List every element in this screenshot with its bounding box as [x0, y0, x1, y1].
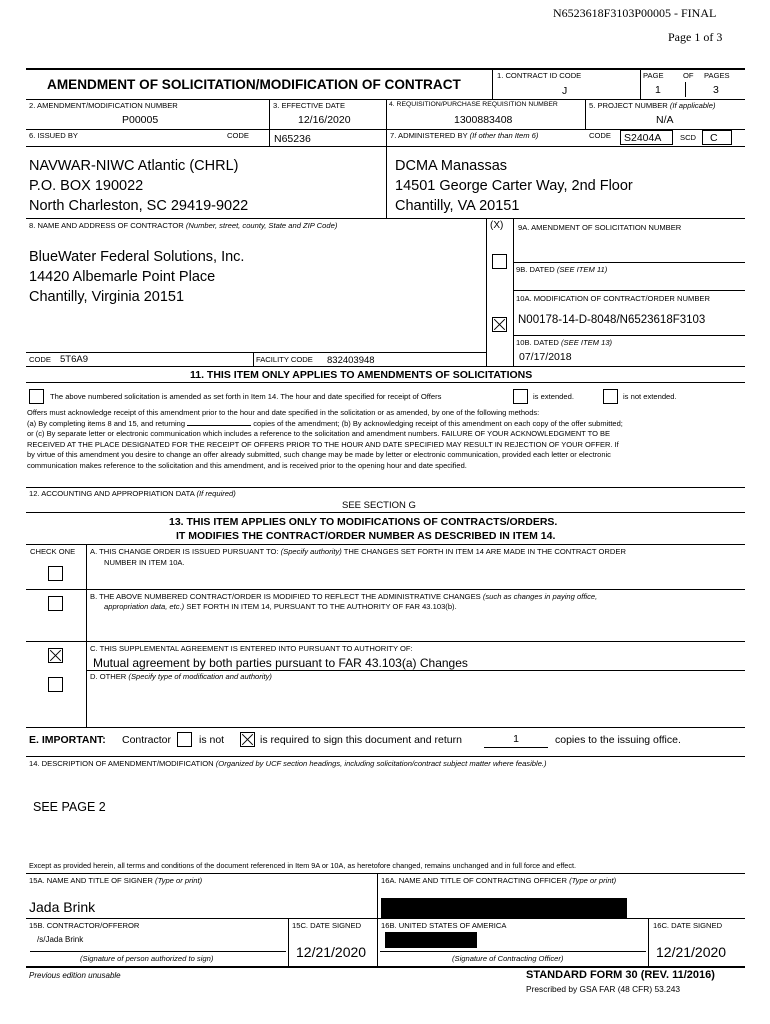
item10a-label: 10A. MODIFICATION OF CONTRACT/ORDER NUMBER [516, 294, 710, 303]
contractor-line-3: Chantilly, Virginia 20151 [29, 289, 185, 305]
of-label: OF [683, 71, 694, 80]
accounting-value: SEE SECTION G [342, 500, 416, 511]
amendment-number: P00005 [122, 114, 159, 126]
item15b-signature: /s/Jada Brink [37, 935, 84, 944]
section13-heading-2: IT MODIFIES THE CONTRACT/ORDER NUMBER AS DESCRIBED IN ITEM 14. [176, 530, 556, 542]
option-b-label: B. THE ABOVE NUMBERED CONTRACT/ORDER IS MODIFIED TO REFLECT THE ADMINISTRATIVE CHANGES (such as changes in paying office, [90, 592, 598, 601]
item16b-caption: (Signature of Contracting Officer) [452, 954, 564, 963]
description-value: SEE PAGE 2 [33, 800, 106, 814]
administered-by-label: 7. ADMINISTERED BY (If other than Item 6) [390, 131, 539, 140]
item15b-caption: (Signature of person authorized to sign) [80, 954, 214, 963]
item10a-checkbox[interactable] [492, 317, 507, 332]
is-extended-label: is extended. [533, 392, 574, 401]
option-c-label: C. THIS SUPPLEMENTAL AGREEMENT IS ENTERED INTO PURSUANT TO AUTHORITY OF: [90, 644, 413, 653]
option-b-checkbox[interactable] [48, 596, 63, 611]
description-label: 14. DESCRIPTION OF AMENDMENT/MODIFICATION (Organized by UCF section headings, including solicitation/contract subject matter where feasible.) [29, 759, 547, 768]
is-extended-checkbox[interactable] [513, 389, 528, 404]
item15a-label: 15A. NAME AND TITLE OF SIGNER (Type or print) [29, 876, 203, 885]
admin-line-3: Chantilly, VA 20151 [395, 198, 520, 214]
redacted-officer-signature [385, 932, 477, 948]
issued-code-label: CODE [227, 131, 249, 140]
item10b-value: 07/17/2018 [519, 351, 572, 363]
option-d-label: D. OTHER (Specify type of modification and authority) [90, 672, 272, 681]
page-label: PAGE [643, 71, 664, 80]
issuer-line-2: P.O. BOX 190022 [29, 178, 144, 194]
section13-heading-1: 13. THIS ITEM APPLIES ONLY TO MODIFICATIONS OF CONTRACTS/ORDERS. [169, 516, 558, 528]
effective-date-label: 3. EFFECTIVE DATE [273, 101, 346, 110]
option-a-checkbox[interactable] [48, 566, 63, 581]
important-label: E. IMPORTANT: [29, 734, 106, 746]
item16b-label: 16B. UNITED STATES OF AMERICA [381, 921, 507, 930]
effective-date: 12/16/2020 [298, 114, 351, 126]
item9a-label: 9A. AMENDMENT OF SOLICITATION NUMBER [518, 223, 682, 232]
redacted-officer-name [381, 898, 627, 918]
check-one-label: CHECK ONE [30, 547, 76, 556]
admin-code-label: CODE [589, 131, 611, 140]
issued-by-label: 6. ISSUED BY [29, 131, 78, 140]
section11-p6: communication makes reference to the solicitation and this amendment, and is received prior to the opening hour and date specified. [27, 460, 467, 470]
prescribed-by: Prescribed by GSA FAR (48 CFR) 53.243 [526, 984, 681, 994]
scd-label: SCD [680, 133, 697, 142]
previous-edition-note: Previous edition unusable [29, 971, 121, 980]
is-not-extended-checkbox[interactable] [603, 389, 618, 404]
solicitation-amended-checkbox[interactable] [29, 389, 44, 404]
signer-name: Jada Brink [29, 899, 96, 915]
section11-p3: or (c) By separate letter or electronic communication which includes a reference to the solicitation and amendment numbers. FAILURE OF YOUR ACKNOWLEDGMENT TO BE [27, 429, 611, 439]
admin-code: S2404A [624, 132, 662, 144]
pages-label: PAGES [704, 71, 730, 80]
scd-value: C [710, 132, 718, 144]
form-name: STANDARD FORM 30 (REV. 11/2016) [526, 969, 715, 981]
option-d-checkbox[interactable] [48, 677, 63, 692]
section11-heading: 11. THIS ITEM ONLY APPLIES TO AMENDMENTS OF SOLICITATIONS [190, 369, 533, 381]
requisition-number: 1300883408 [454, 114, 513, 126]
issuer-line-1: NAVWAR-NIWC Atlantic (CHRL) [29, 158, 239, 174]
item15c-label: 15C. DATE SIGNED [292, 921, 362, 930]
contractor-code: 5T6A9 [60, 354, 88, 365]
item16c-label: 16C. DATE SIGNED [653, 921, 723, 930]
option-c-checkbox[interactable] [48, 648, 63, 663]
copies-suffix: copies to the issuing office. [555, 734, 681, 746]
admin-line-1: DCMA Manassas [395, 158, 508, 174]
amendment-number-label: 2. AMENDMENT/MODIFICATION NUMBER [29, 101, 178, 110]
section11-p1: Offers must acknowledge receipt of this amendment prior to the hour and date specified in the solicitation or as amended, by one of the following methods: [27, 408, 540, 417]
x-column-label: (X) [490, 220, 504, 231]
page-of-total: Page 1 of 3 [668, 30, 723, 44]
item15b-label: 15B. CONTRACTOR/OFFEROR [29, 921, 140, 930]
item16a-label: 16A. NAME AND TITLE OF CONTRACTING OFFICER (Type or print) [381, 876, 617, 885]
facility-code: 832403948 [327, 355, 375, 366]
contractor-code-label: CODE [29, 355, 51, 364]
item9a-checkbox[interactable] [492, 254, 507, 269]
contractor-label: 8. NAME AND ADDRESS OF CONTRACTOR (Number, street, county, State and ZIP Code) [29, 221, 338, 230]
section11-p2: (a) By completing items 8 and 15, and returning copies of the amendment; (b) By acknowledging receipt of this amendment on each copy of the offer submitted; [27, 418, 623, 428]
item10b-label: 10B. DATED (SEE ITEM 13) [516, 338, 613, 347]
facility-code-label: FACILITY CODE [256, 355, 313, 364]
admin-line-2: 14501 George Carter Way, 2nd Floor [395, 178, 633, 194]
is-required-label: is required to sign this document and return [260, 734, 462, 746]
contractor-word: Contractor [122, 734, 172, 746]
accounting-label: 12. ACCOUNTING AND APPROPRIATION DATA (If required) [29, 489, 236, 498]
issuer-line-3: North Charleston, SC 29419-9022 [29, 198, 249, 214]
option-a-label: A. THIS CHANGE ORDER IS ISSUED PURSUANT TO: (Specify authority) THE CHANGES SET FORTH IN ITEM 14 ARE MADE IN THE CONTRACT ORDER [90, 547, 626, 556]
total-pages: 3 [713, 84, 719, 96]
except-text: Except as provided herein, all terms and conditions of the document referenced in Item 9A or 10A, as heretofore changed, remains unchanged and in full force and effect. [29, 861, 577, 870]
is-not-label: is not [199, 734, 225, 746]
project-number: N/A [656, 114, 674, 126]
section11-p4: RECEIVED AT THE PLACE DESIGNATED FOR THE RECEIPT OF OFFERS PRIOR TO THE HOUR AND DATE SPECIFIED MAY RESULT IN REJECTION OF YOUR OFFER. If [27, 439, 619, 449]
item16c-value: 12/21/2020 [656, 944, 727, 960]
issued-code: N65236 [274, 133, 311, 145]
contractor-line-2: 14420 Albemarle Point Place [29, 269, 216, 285]
requisition-number-label: 4. REQUISITION/PURCHASE REQUISITION NUMBER [389, 101, 558, 108]
page-number: 1 [655, 84, 661, 96]
option-b-line2: appropriation data, etc.) SET FORTH IN ITEM 14, PURSUANT TO THE AUTHORITY OF FAR 43.103(b). [104, 602, 457, 611]
copies-field[interactable]: 1 [484, 733, 548, 748]
section11-p5: by virtue of this amendment you desire to change an offer already submitted, such change may be made by letter or electronic communication, provided each letter or electronic [27, 450, 611, 460]
contract-id-code: J [562, 85, 568, 97]
is-required-checkbox[interactable] [240, 732, 255, 747]
option-c-value: Mutual agreement by both parties pursuant to FAR 43.103(a) Changes [93, 656, 468, 670]
section11-line1: The above numbered solicitation is amended as set forth in Item 14. The hour and date specified for receipt of Offers [50, 392, 442, 401]
is-not-checkbox[interactable] [177, 732, 192, 747]
option-a-line2: NUMBER IN ITEM 10A. [104, 558, 185, 567]
project-number-label: 5. PROJECT NUMBER (If applicable) [589, 101, 716, 110]
section11-instructions [27, 408, 747, 472]
item10a-value: N00178-14-D-8048/N6523618F3103 [518, 314, 706, 326]
important-row [29, 734, 106, 746]
document-id: N6523618F3103P00005 - FINAL [553, 6, 717, 20]
item15c-value: 12/21/2020 [296, 944, 367, 960]
item9b-label: 9B. DATED (SEE ITEM 11) [516, 265, 608, 274]
contract-id-code-label: 1. CONTRACT ID CODE [497, 71, 582, 80]
is-not-extended-label: is not extended. [623, 392, 677, 401]
contractor-line-1: BlueWater Federal Solutions, Inc. [29, 249, 245, 265]
form-title: AMENDMENT OF SOLICITATION/MODIFICATION OF CONTRACT [47, 77, 461, 92]
